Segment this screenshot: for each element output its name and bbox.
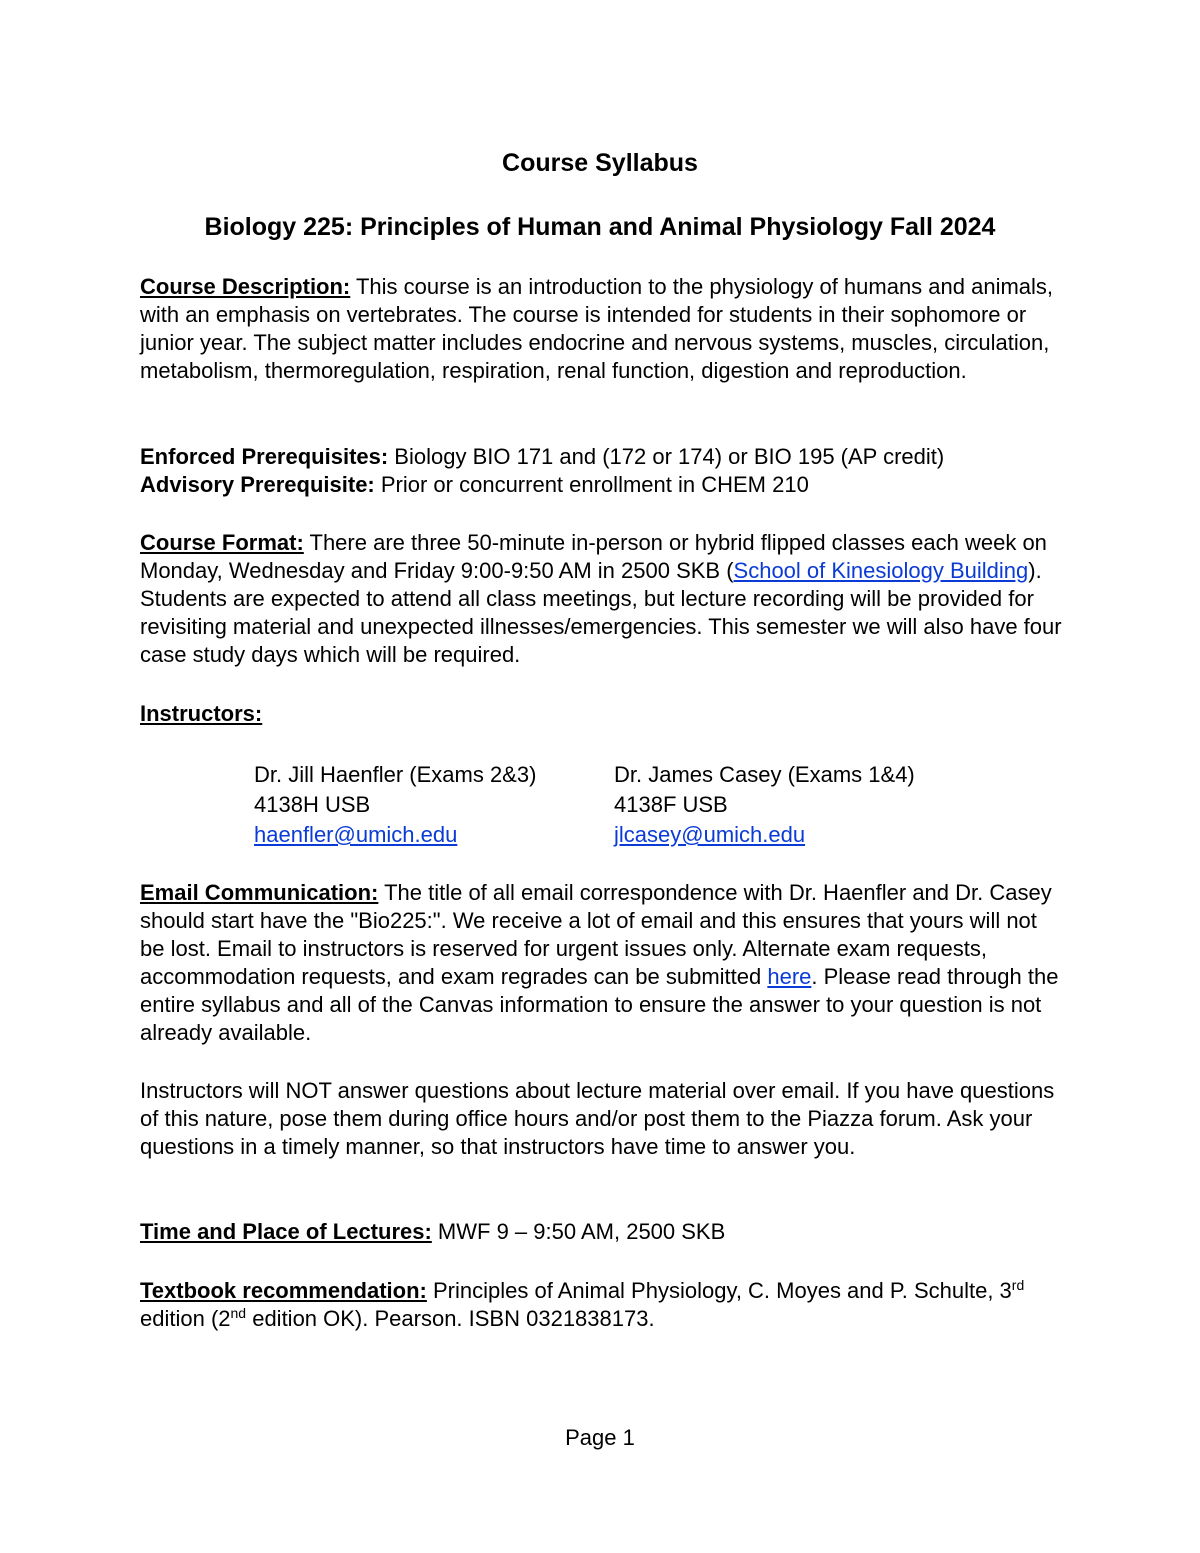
email-communication-label: Email Communication: <box>140 880 379 905</box>
email-communication-text-before: The title of all email correspondence with Dr. Haenfler and Dr. Casey should start have the "Bio225:". We receive a lot of email and this ensures that yours will not be lost. Email to instructors is reserved for urgent issues only. Alternate exam requests, accommodation requests, and exam regrades can be submitted <box>140 880 1052 989</box>
instructors-label: Instructors: <box>140 701 263 726</box>
instructor-office: 4138F USB <box>614 792 728 817</box>
course-format-label: Course Format: <box>140 530 304 555</box>
submission-here-link[interactable]: here <box>767 964 812 989</box>
lecture-time-place <box>140 1218 1065 1246</box>
instructor-name: Dr. James Casey (Exams 1&4) <box>614 762 915 787</box>
lecture-time-place-label: Time and Place of Lectures: <box>140 1219 432 1244</box>
textbook-text-2: edition (2 <box>140 1306 231 1331</box>
email-note: Instructors will NOT answer questions about lecture material over email. If you have questions of this nature, pose them during office hours and/or post them to the Piazza forum. Ask your questions in a timely manner, so that instructors have time to answer you. <box>140 1078 1055 1159</box>
course-description <box>140 273 1065 385</box>
ordinal-suffix: nd <box>230 1305 247 1321</box>
page-number: Page 1 <box>565 1425 635 1450</box>
textbook-text-1: Principles of Animal Physiology, C. Moyes and P. Schulte, 3 <box>426 1278 1012 1303</box>
email-communication <box>140 879 1065 1047</box>
instructor-office: 4138H USB <box>254 792 371 817</box>
course-format-text-after: ). Students are expected to attend all class meetings, but lecture recording will be provided for revisiting material and unexpected illnesses/emergencies. This semester we will also have four case study days which will be required. <box>140 558 1062 667</box>
document-title: Course Syllabus <box>502 149 698 177</box>
email-communication-text-after: . Please read through the entire syllabus and all of the Canvas information to ensure the answer to your question is not already available. <box>140 964 1059 1045</box>
prerequisites <box>140 443 1065 499</box>
enforced-prerequisites-text: Biology BIO 171 and (172 or 174) or BIO 195 (AP credit) <box>388 444 945 469</box>
course-description-text: This course is an introduction to the physiology of humans and animals, with an emphasis on vertebrates. The course is intended for students in their sophomore or junior year. The subject matter includes endocrine and nervous systems, muscles, circulation, metabolism, thermoregulation, respiration, renal function, digestion and reproduction. <box>140 274 1054 383</box>
instructors-list <box>0 760 1200 856</box>
course-subtitle: Biology 225: Principles of Human and Animal Physiology Fall 2024 <box>204 213 996 241</box>
advisory-prerequisite-label: Advisory Prerequisite: <box>140 472 375 497</box>
instructors-heading-block <box>140 700 1065 728</box>
textbook-recommendation <box>140 1277 1065 1333</box>
instructor-name: Dr. Jill Haenfler (Exams 2&3) <box>254 762 537 787</box>
ordinal-suffix: rd <box>1011 1277 1025 1293</box>
textbook-label: Textbook recommendation: <box>140 1278 427 1303</box>
instructor-email-link[interactable]: jlcasey@umich.edu <box>614 822 806 847</box>
lecture-time-place-text: MWF 9 – 9:50 AM, 2500 SKB <box>431 1219 726 1244</box>
kinesiology-building-link[interactable]: School of Kinesiology Building <box>733 558 1029 583</box>
course-description-label: Course Description: <box>140 274 351 299</box>
instructor-casey <box>614 760 915 850</box>
advisory-prerequisite <box>140 471 1065 499</box>
enforced-prerequisites-label: Enforced Prerequisites: <box>140 444 389 469</box>
instructor-haenfler <box>254 760 536 850</box>
instructor-email-link[interactable]: haenfler@umich.edu <box>254 822 458 847</box>
course-format <box>140 529 1065 669</box>
enforced-prerequisites <box>140 443 1065 471</box>
course-format-text-before: There are three 50-minute in-person or hybrid flipped classes each week on Monday, Wednesday and Friday 9:00-9:50 AM in 2500 SKB ( <box>140 530 1047 583</box>
advisory-prerequisite-text: Prior or concurrent enrollment in CHEM 210 <box>374 472 809 497</box>
textbook-text-3: edition OK). Pearson. ISBN 0321838173. <box>246 1306 655 1331</box>
